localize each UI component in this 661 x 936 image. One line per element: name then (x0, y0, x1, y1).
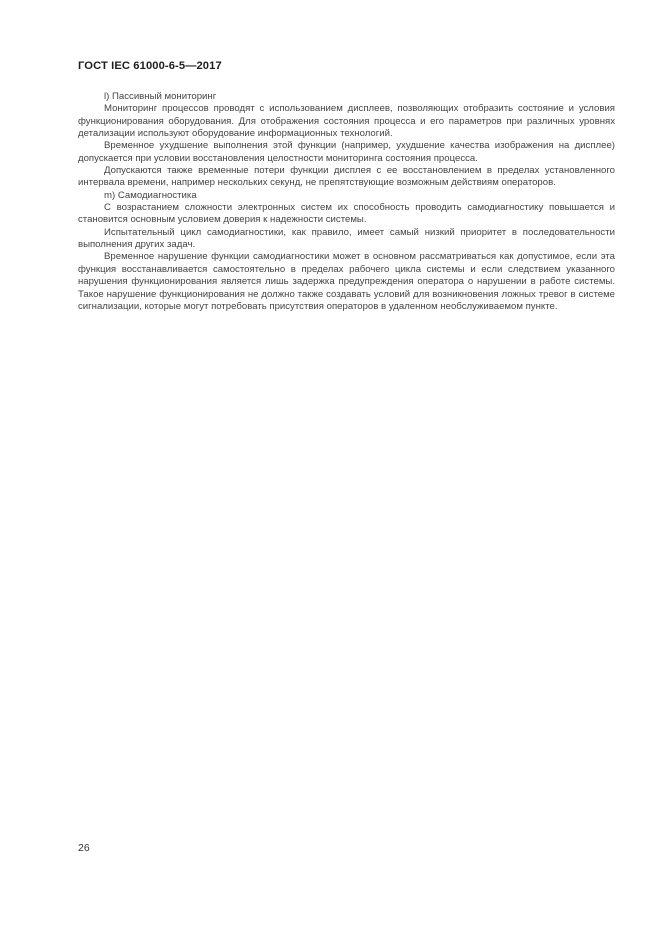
paragraph: С возрастанием сложности электронных систем их способность проводить самодиагностику повышается и становится основным условием доверия к надежности системы. (78, 202, 615, 226)
page-number: 26 (78, 842, 90, 854)
paragraph: Временное ухудшение выполнения этой функции (например, ухудшение качества изображения на дисплее) допускается при условии восстановления целостности мониторинга состояния процесса. (78, 140, 615, 164)
paragraph: Допускаются также временные потери функции дисплея с ее восстановлением в пределах установленного интервала времени, например нескольких секунд, не препятствующие возможным действиям операторов. (78, 165, 615, 189)
paragraph: Испытательный цикл самодиагностики, как правило, имеет самый низкий приоритет в последовательности выполнения других задач. (78, 226, 615, 251)
document-header: ГОСТ IEC 61000-6-5—2017 (78, 60, 222, 72)
section-heading-self-diagnostics: m) Самодиагностика (104, 189, 197, 201)
section-heading-passive-monitoring: l) Пассивный мониторинг (104, 91, 217, 102)
document-body (78, 91, 615, 313)
paragraph: Мониторинг процессов проводят с использованием дисплеев, позволяющих отобразить состояние и условия функционирования оборудования. Для отображения состояния процесса и его параметров при различных уровнях детализации используют оборудование информационных технологий. (78, 103, 615, 140)
paragraph: Временное нарушение функции самодиагностики может в основном рассматриваться как допустимое, если эта функция восстанавливается самостоятельно в пределах рабочего цикла системы и если следствием указанного нарушения функционирования является лишь задержка предупреждения оператора о нарушении в работе системы. Такое нарушение функционирования не должно также создавать условий для возникновения ложных тревог в системе сигнализации, которые могут потребовать присутствия операторов в удаленном необслуживаемом пункте. (78, 251, 615, 312)
